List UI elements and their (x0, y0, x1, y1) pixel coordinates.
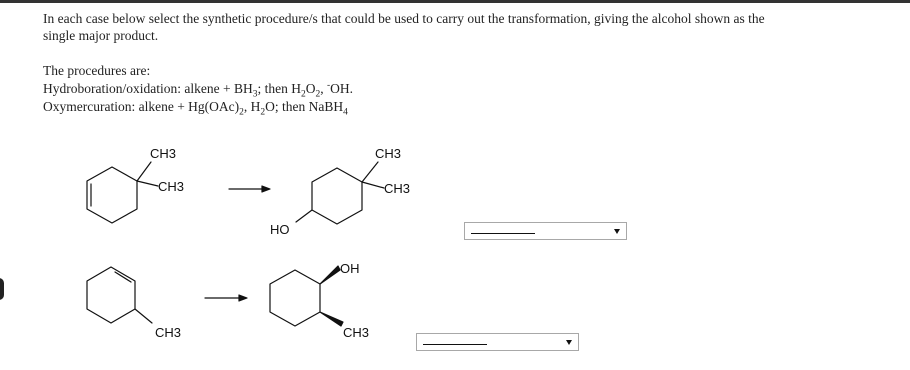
reactant-1-methyl-label-2: CH3 (158, 179, 185, 194)
answer-select-1-value (471, 225, 535, 234)
reactant-2-ring (87, 267, 152, 323)
product-1-hydroxyl-label: HO (270, 222, 290, 237)
answer-select-1[interactable] (464, 222, 627, 240)
product-1-ring (296, 162, 384, 224)
product-2-ring (270, 266, 343, 326)
product-1-methyl-label-1: CH3 (375, 146, 402, 161)
product-1-methyl-label-2: CH3 (384, 181, 411, 196)
right-arrow-icon (229, 186, 270, 192)
procedure-hydroboration: Hydroboration/oxidation: alkene + $BH_3$; then $H_2O_2$, -OH. (43, 80, 353, 100)
caret-down-icon (614, 229, 620, 234)
procedures-title: The procedures are: (43, 63, 151, 78)
answer-select-2-value (423, 336, 487, 345)
question-line-1: In each case below select the synthetic procedure/s that could be used to carry out the transformation, giving the alcohol shown as the (43, 11, 765, 26)
answer-select-2[interactable] (416, 333, 579, 351)
question-line-2: single major product. (43, 28, 159, 43)
procedure-oxymercuration: Oxymercuration: alkene + $Hg(OAc)_2$, $H_2O$; then NaBH$_4$ (43, 99, 348, 118)
reactant-1-ring (87, 162, 158, 223)
reactant-1-methyl-label-1: CH3 (150, 146, 177, 161)
caret-down-icon (566, 340, 572, 345)
product-2-methyl-label: CH3 (343, 325, 370, 340)
right-arrow-icon (205, 295, 247, 301)
reactant-2-methyl-label: CH3 (155, 325, 182, 340)
product-2-hydroxyl-label: OH (340, 261, 360, 276)
